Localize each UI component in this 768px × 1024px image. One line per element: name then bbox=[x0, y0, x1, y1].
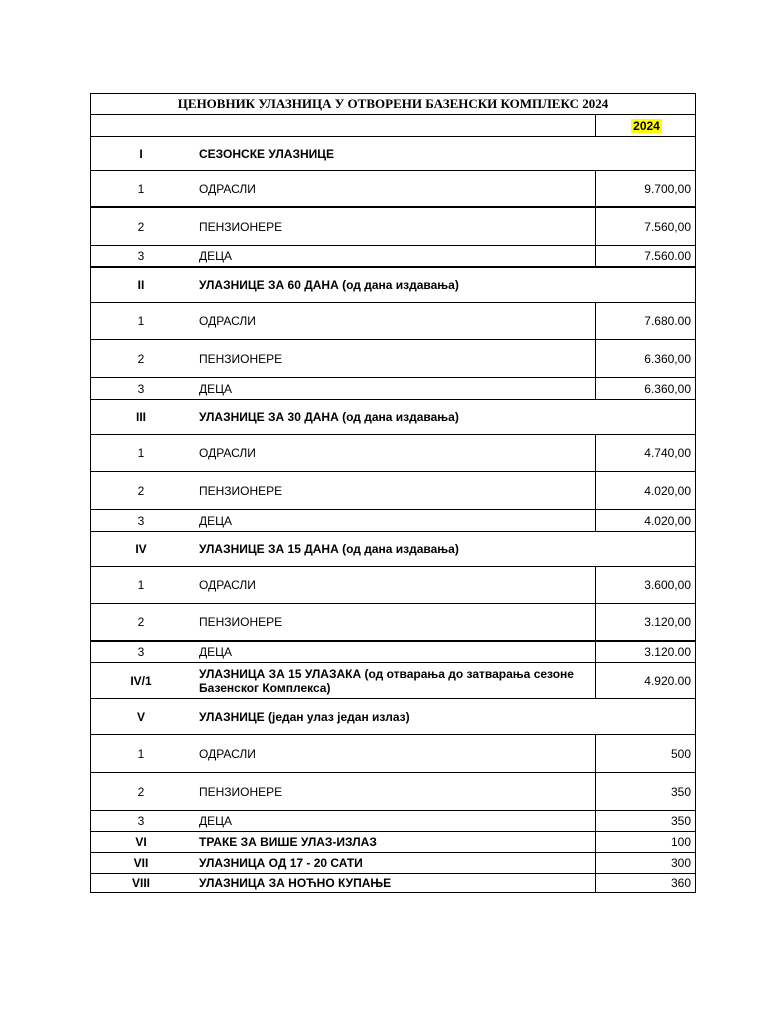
table-row bbox=[90, 642, 696, 663]
row-price bbox=[595, 532, 697, 566]
row-number: 2 bbox=[137, 219, 145, 234]
table-row bbox=[90, 171, 696, 208]
row-label: ОДРАСЛИ bbox=[199, 578, 256, 592]
row-label: УЛАЗНИЦА ЗА НОЋНО КУПАЊЕ bbox=[199, 876, 392, 890]
row-price: 6.360,00 bbox=[595, 340, 697, 377]
table-row bbox=[90, 735, 696, 773]
row-price: 4.020,00 bbox=[595, 472, 697, 509]
row-label: ПЕНЗИОНЕРЕ bbox=[199, 615, 283, 629]
row-number: 1 bbox=[137, 446, 145, 460]
table-row bbox=[90, 604, 696, 642]
year-header: 2024 bbox=[633, 118, 660, 133]
price-table bbox=[90, 93, 696, 893]
row-number: 3 bbox=[137, 814, 145, 828]
row-number: 1 bbox=[137, 314, 145, 328]
row-number: 1 bbox=[137, 746, 145, 761]
table-row bbox=[90, 378, 696, 400]
row-label: ТРАКЕ ЗА ВИШЕ УЛАЗ-ИЗЛАЗ bbox=[199, 835, 377, 849]
section-header-row bbox=[90, 532, 696, 567]
row-number: I bbox=[139, 146, 143, 161]
row-label: ДЕЦА bbox=[199, 814, 233, 828]
row-number: III bbox=[135, 410, 146, 424]
row-label: ДЕЦА bbox=[199, 381, 233, 396]
row-label: ОДРАСЛИ bbox=[199, 446, 256, 460]
table-row bbox=[90, 435, 696, 472]
row-price: 350 bbox=[595, 811, 697, 831]
row-label: ПЕНЗИОНЕРЕ bbox=[199, 483, 283, 498]
table-row bbox=[90, 510, 696, 532]
row-price: 3.600,00 bbox=[595, 567, 697, 603]
row-number: 2 bbox=[137, 483, 145, 498]
row-price: 4.920.00 bbox=[595, 663, 697, 698]
row-number: 3 bbox=[137, 249, 145, 263]
year-header-row bbox=[90, 115, 696, 137]
row-number: 2 bbox=[137, 615, 145, 629]
row-price: 500 bbox=[595, 735, 697, 772]
row-price: 4.020,00 bbox=[595, 510, 697, 531]
row-number: 1 bbox=[137, 181, 145, 196]
row-price bbox=[595, 268, 697, 302]
table-row bbox=[90, 853, 696, 874]
table-body bbox=[90, 137, 696, 893]
row-number: VIII bbox=[131, 876, 150, 890]
table-row bbox=[90, 811, 696, 832]
row-number: 1 bbox=[137, 578, 145, 592]
table-row bbox=[90, 773, 696, 811]
row-label: УЛАЗНИЦЕ ЗА 30 ДАНА (од дана издавања) bbox=[199, 410, 459, 424]
row-number: II bbox=[137, 278, 145, 292]
row-number: VII bbox=[133, 856, 149, 870]
row-price bbox=[595, 400, 697, 434]
row-price: 100 bbox=[595, 832, 697, 852]
row-price: 9.700,00 bbox=[595, 171, 697, 206]
row-label: ПЕНЗИОНЕРЕ bbox=[199, 351, 283, 366]
row-price: 360 bbox=[595, 874, 697, 892]
row-price: 350 bbox=[595, 773, 697, 810]
row-price: 7.560.00 bbox=[595, 246, 697, 266]
row-label: ОДРАСЛИ bbox=[199, 181, 256, 196]
section-header-row bbox=[90, 268, 696, 303]
row-number: 3 bbox=[137, 381, 145, 396]
row-label: УЛАЗНИЦЕ (један улаз један излаз) bbox=[199, 709, 410, 724]
row-label: УЛАЗНИЦЕ ЗА 15 ДАНА (од дана издавања) bbox=[199, 542, 459, 556]
table-row bbox=[90, 832, 696, 853]
row-price: 7.680.00 bbox=[595, 303, 697, 339]
table-row bbox=[90, 874, 696, 893]
row-label: УЛАЗНИЦЕ ЗА 60 ДАНА (од дана издавања) bbox=[199, 278, 459, 292]
table-title: ЦЕНОВНИК УЛАЗНИЦА У ОТВОРЕНИ БАЗЕНСКИ КОМПЛЕКС 2024 bbox=[90, 93, 696, 115]
row-price bbox=[595, 137, 697, 170]
row-label: ОДРАСЛИ bbox=[199, 746, 256, 761]
row-price: 6.360,00 bbox=[595, 378, 697, 399]
table-row bbox=[90, 246, 696, 268]
row-price: 3.120,00 bbox=[595, 604, 697, 640]
row-number: 2 bbox=[137, 784, 145, 799]
row-number: IV bbox=[135, 542, 147, 556]
row-number: V bbox=[136, 709, 145, 724]
section-header-row bbox=[90, 699, 696, 735]
row-price: 300 bbox=[595, 853, 697, 873]
row-price: 4.740,00 bbox=[595, 435, 697, 471]
row-number: 3 bbox=[137, 645, 145, 659]
row-price: 3.120.00 bbox=[595, 642, 697, 662]
table-row bbox=[90, 567, 696, 604]
section-header-row bbox=[90, 400, 696, 435]
row-label: ПЕНЗИОНЕРЕ bbox=[199, 784, 283, 799]
table-row bbox=[90, 208, 696, 246]
row-number: VI bbox=[135, 835, 147, 849]
table-row bbox=[90, 303, 696, 340]
row-label: ДЕЦА bbox=[199, 645, 233, 659]
row-number: 3 bbox=[137, 513, 145, 528]
row-label: ДЕЦА bbox=[199, 513, 233, 528]
table-row bbox=[90, 340, 696, 378]
row-label: СЕЗОНСКЕ УЛАЗНИЦЕ bbox=[199, 146, 335, 161]
row-label: ДЕЦА bbox=[199, 249, 233, 263]
table-row bbox=[90, 472, 696, 510]
row-number: IV/1 bbox=[130, 673, 152, 688]
row-price bbox=[595, 699, 697, 734]
table-row bbox=[90, 663, 696, 699]
row-label: ОДРАСЛИ bbox=[199, 314, 256, 328]
row-label: УЛАЗНИЦА ОД 17 - 20 САТИ bbox=[199, 856, 363, 870]
row-price: 7.560,00 bbox=[595, 208, 697, 245]
row-label: ПЕНЗИОНЕРЕ bbox=[199, 219, 283, 234]
row-label: УЛАЗНИЦА ЗА 15 УЛАЗАКА (од отварања до затварања сезоне Базенског Комплекса) bbox=[199, 666, 574, 695]
row-number: 2 bbox=[137, 351, 145, 366]
section-header-row bbox=[90, 137, 696, 171]
